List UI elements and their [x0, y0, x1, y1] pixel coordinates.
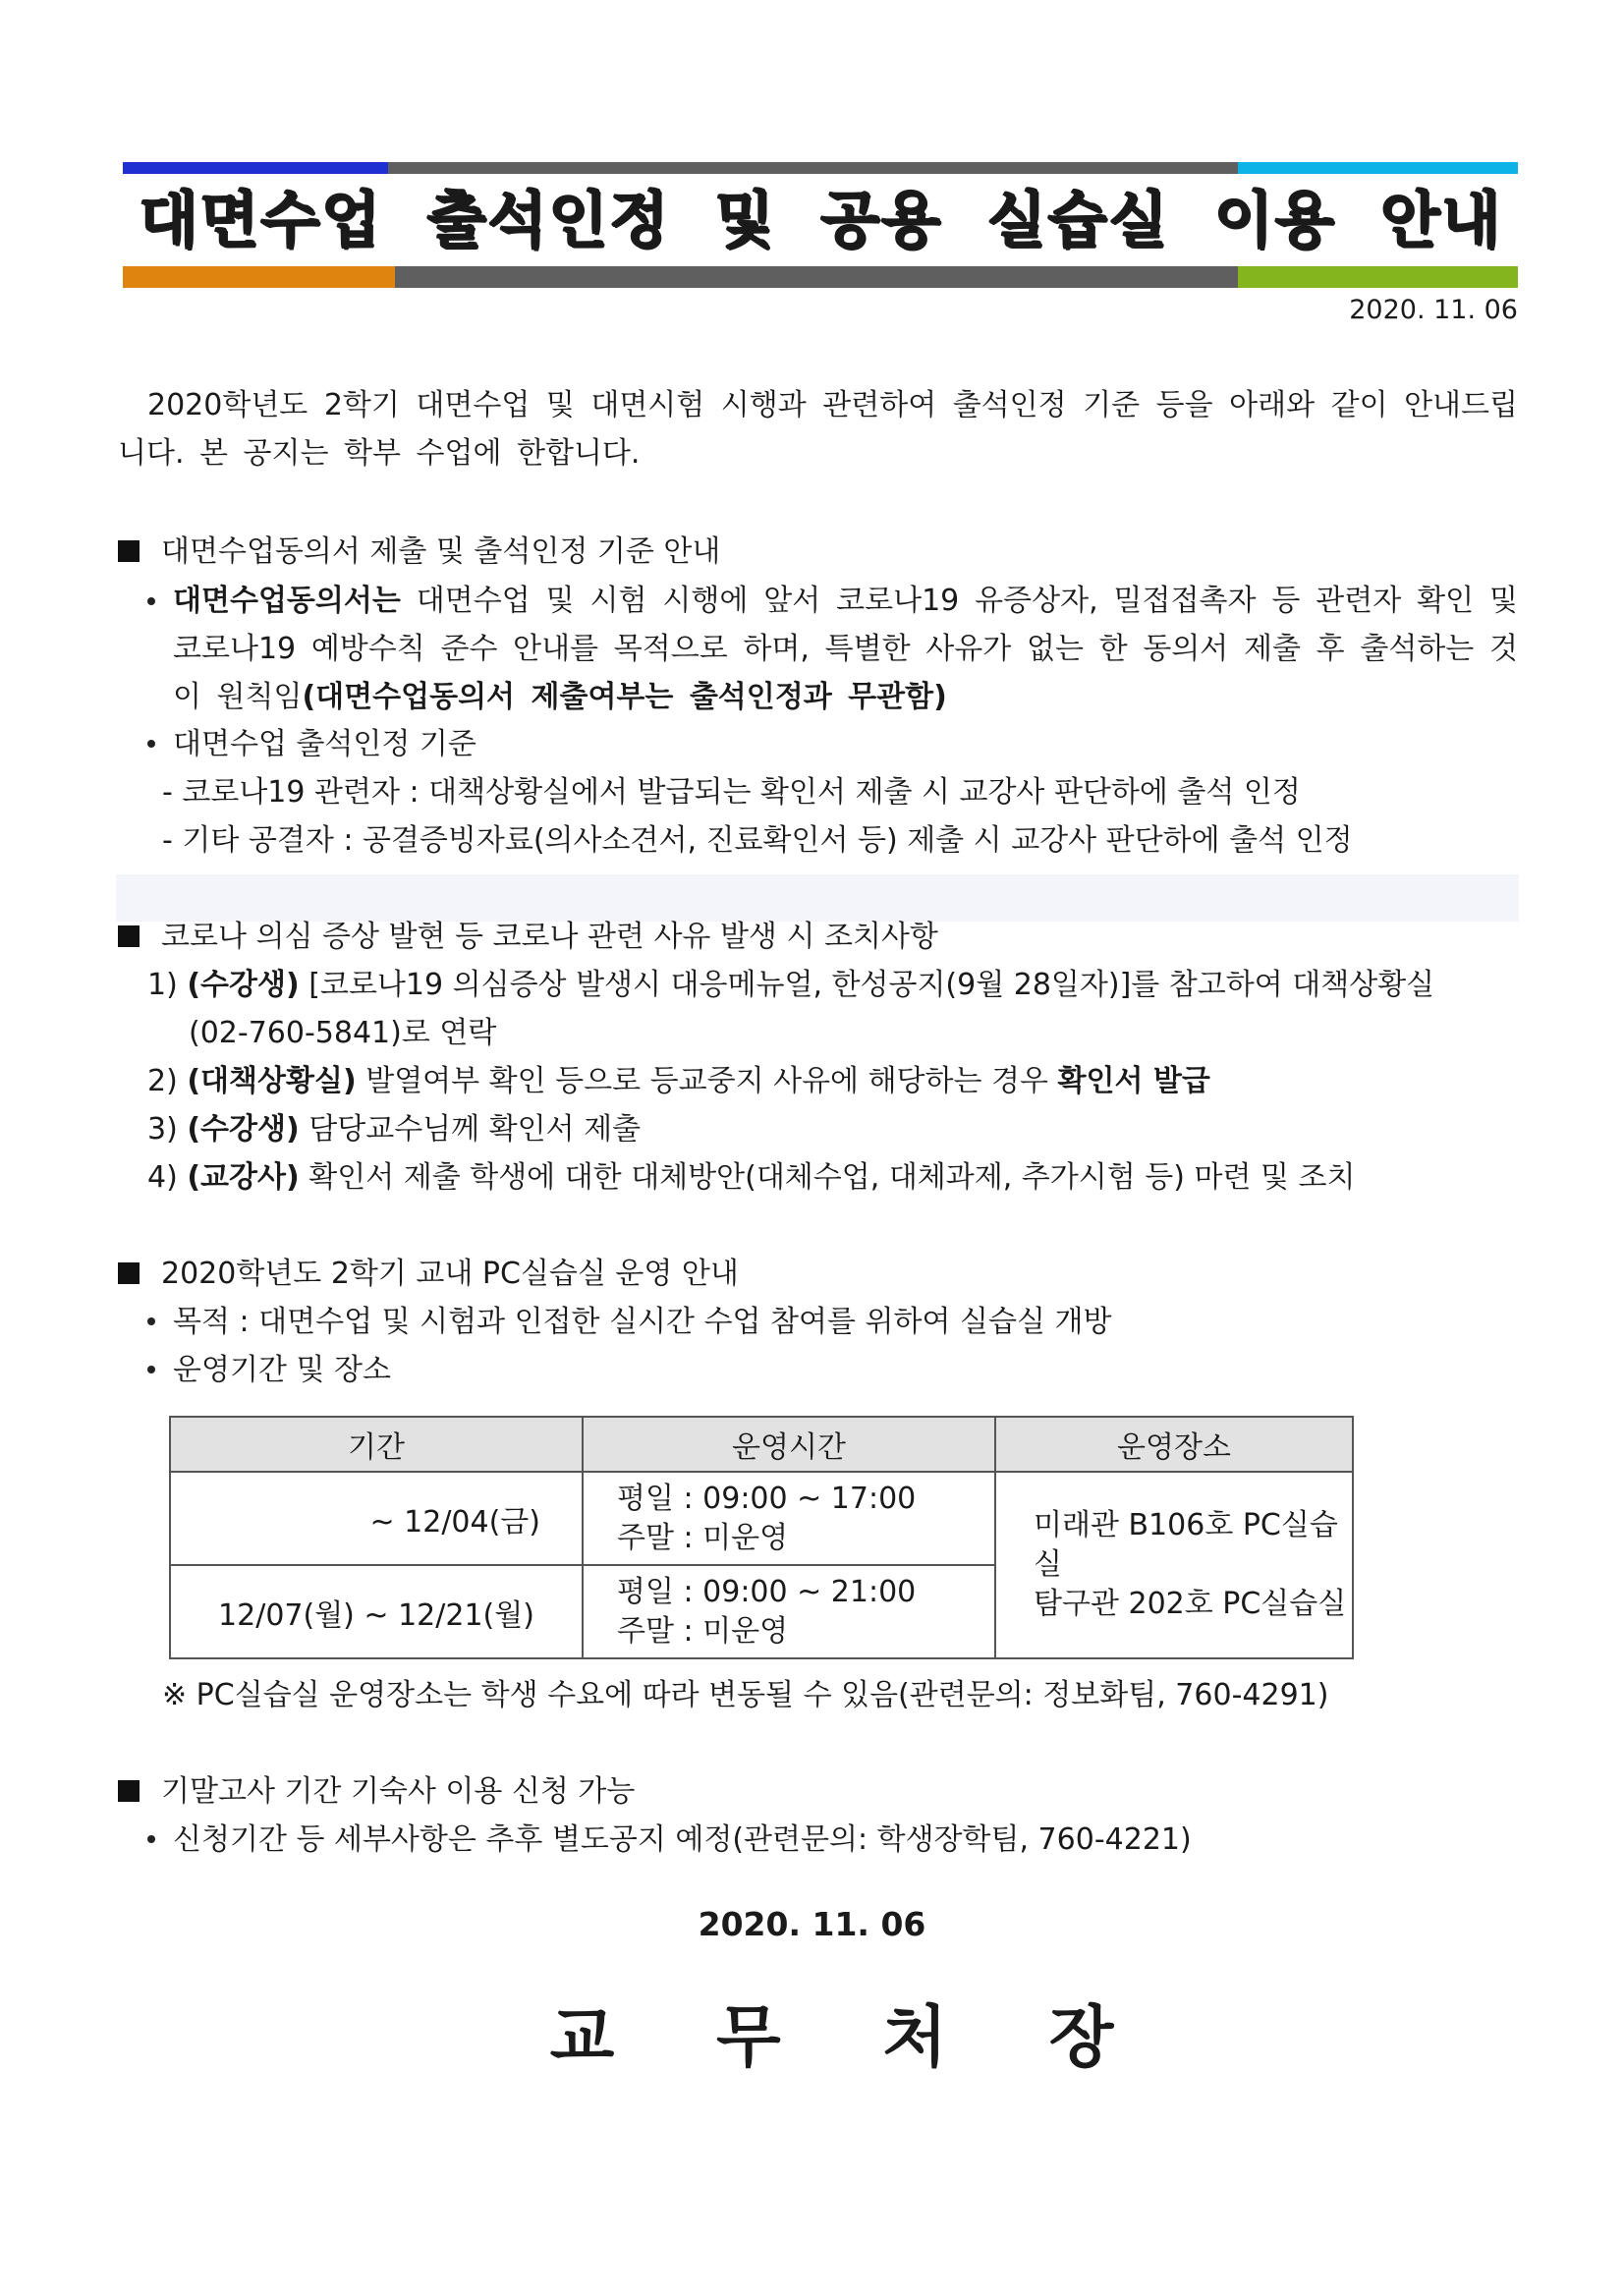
section2-item2 [147, 1058, 1210, 1105]
place-1: 미래관 B106호 PC실습실 [1034, 1508, 1338, 1582]
hours-cell [583, 1565, 995, 1658]
section2-heading-text: 코로나 의심 증상 발현 등 코로나 관련 사유 발생 시 조치사항 [161, 920, 938, 954]
section3-bullet1 [147, 1299, 1111, 1346]
bullet-dot-icon [147, 1835, 155, 1843]
section1-heading [118, 529, 720, 576]
item-text: 담당교수님께 확인서 제출 [299, 1112, 642, 1147]
top-bar-gray-segment [388, 162, 1238, 174]
weekend-hours: 주말 : 미운영 [617, 1520, 789, 1555]
section4-heading [118, 1768, 635, 1816]
square-bullet-icon [118, 1262, 140, 1284]
item-emphasis: 확인서 발급 [1057, 1064, 1210, 1098]
intro-paragraph [118, 381, 1518, 477]
page-title: 대면수업 출석인정 및 공용 실습실 이용 안내 [139, 184, 1502, 255]
bottom-bar-orange-segment [123, 266, 395, 288]
issue-date: 2020. 11. 06 [1349, 295, 1518, 325]
item-number: 1) [147, 968, 178, 1002]
section3-heading [118, 1251, 739, 1298]
bullet-dot-icon [147, 1317, 155, 1325]
place-cell [995, 1472, 1353, 1658]
item-text: 확인서 제출 학생에 대한 대체방안(대체수업, 대체과제, 추가시험 등) 마련 및 조치 [299, 1160, 1356, 1195]
section2-item1 [147, 962, 1434, 1009]
square-bullet-icon [118, 1780, 140, 1802]
dormitory-text: 신청기간 등 세부사항은 추후 별도공지 예정(관련문의: 학생장학팀, 760-4221) [173, 1822, 1192, 1857]
pc-lab-note: ※ PC실습실 운영장소는 학생 수요에 따라 변동될 수 있음(관련문의: 정보화팀, 760-4291) [162, 1678, 1329, 1712]
section4-heading-text: 기말고사 기간 기숙사 이용 신청 가능 [161, 1774, 636, 1809]
place-2: 탐구관 202호 PC실습실 [1034, 1587, 1347, 1621]
item-actor: (대책상황실) [187, 1064, 357, 1098]
hours-cell [583, 1472, 995, 1565]
item-text: [코로나19 의심증상 발생시 대응메뉴얼, 한성공지(9월 28일자)]를 참고하여 대책상황실 [299, 968, 1435, 1002]
period-cell: ~ 12/04(금) [170, 1472, 583, 1565]
item-actor: (교강사) [187, 1160, 300, 1195]
header-place: 운영장소 [995, 1417, 1353, 1472]
closing-date: 2020. 11. 06 [698, 1905, 926, 1943]
top-bar-cyan-segment [1238, 162, 1518, 174]
header-period: 기간 [170, 1417, 583, 1472]
item-number: 4) [147, 1160, 178, 1195]
section1-bullet1 [147, 577, 1518, 721]
section1-heading-text: 대면수업동의서 제출 및 출석인정 기준 안내 [161, 534, 721, 569]
issuer-signature: 교 무 처 장 [549, 1999, 1153, 2077]
item-text: 발열여부 확인 등으로 등교중지 사유에 해당하는 경우 [356, 1064, 1058, 1098]
header-hours: 운영시간 [583, 1417, 995, 1472]
section2-item4 [147, 1154, 1355, 1202]
square-bullet-icon [118, 925, 140, 947]
item-number: 2) [147, 1064, 178, 1098]
weekday-hours: 평일 : 09:00 ~ 17:00 [617, 1481, 917, 1516]
bullet-dot-icon [147, 1366, 155, 1373]
period-cell: 12/07(월) ~ 12/21(월) [170, 1565, 583, 1658]
square-bullet-icon [118, 540, 140, 562]
purpose-text: 목적 : 대면수업 및 시험과 인접한 실시간 수업 참여를 위하여 실습실 개방 [173, 1305, 1112, 1339]
intro-text: 2020학년도 2학기 대면수업 및 대면시험 시행과 관련하여 출석인정 기준 등을 아래와 같이 안내드립니다. 본 공지는 학부 수업에 한합니다. [118, 388, 1518, 471]
item-number: 3) [147, 1112, 178, 1147]
section3-heading-text: 2020학년도 2학기 교내 PC실습실 운영 안내 [161, 1257, 739, 1291]
attendance-criteria-label: 대면수업 출석인정 기준 [173, 727, 476, 761]
section2-heading [118, 914, 938, 961]
bullet-dot-icon [147, 740, 155, 748]
item-actor: (수강생) [187, 968, 300, 1002]
section1-dash1: - 코로나19 관련자 : 대책상황실에서 발급되는 확인서 제출 시 교강사 판단하에 출석 인정 [162, 775, 1301, 810]
section3-bullet2 [147, 1347, 391, 1394]
section2-item1-cont: (02-760-5841)로 연락 [189, 1016, 497, 1050]
consent-form-description: 대면수업 및 시험 시행에 앞서 코로나19 유증상자, 밀접접촉자 등 관련자 확인 및 코로나19 예방수칙 준수 안내를 목적으로 하며, 특별한 사유가 없는 한 동의서 제출 후 출석하는 것이 원칙임 [173, 584, 1518, 714]
pc-lab-schedule-table [169, 1416, 1354, 1659]
table-header-row [170, 1417, 1353, 1472]
title-top-bar [123, 162, 1518, 174]
top-bar-blue-segment [123, 162, 388, 174]
item-actor: (수강생) [187, 1112, 300, 1147]
period-location-label: 운영기간 및 장소 [173, 1353, 391, 1387]
weekend-hours: 주말 : 미운영 [617, 1613, 789, 1649]
bottom-bar-green-segment [1238, 266, 1518, 288]
section1-dash2: - 기타 공결자 : 공결증빙자료(의사소견서, 진료확인서 등) 제출 시 교강사 판단하에 출석 인정 [162, 823, 1353, 858]
table-row [170, 1472, 1353, 1565]
consent-form-label: 대면수업동의서는 [173, 584, 401, 618]
section2-item3 [147, 1106, 641, 1153]
section1-bullet2 [147, 721, 476, 768]
title-bottom-bar [123, 266, 1518, 288]
section4-bullet1 [147, 1817, 1192, 1864]
consent-form-note: (대면수업동의서 제출여부는 출석인정과 무관함) [302, 680, 947, 714]
bullet-dot-icon [147, 597, 155, 605]
bottom-bar-gray-segment [395, 266, 1238, 288]
weekday-hours: 평일 : 09:00 ~ 21:00 [617, 1574, 917, 1609]
